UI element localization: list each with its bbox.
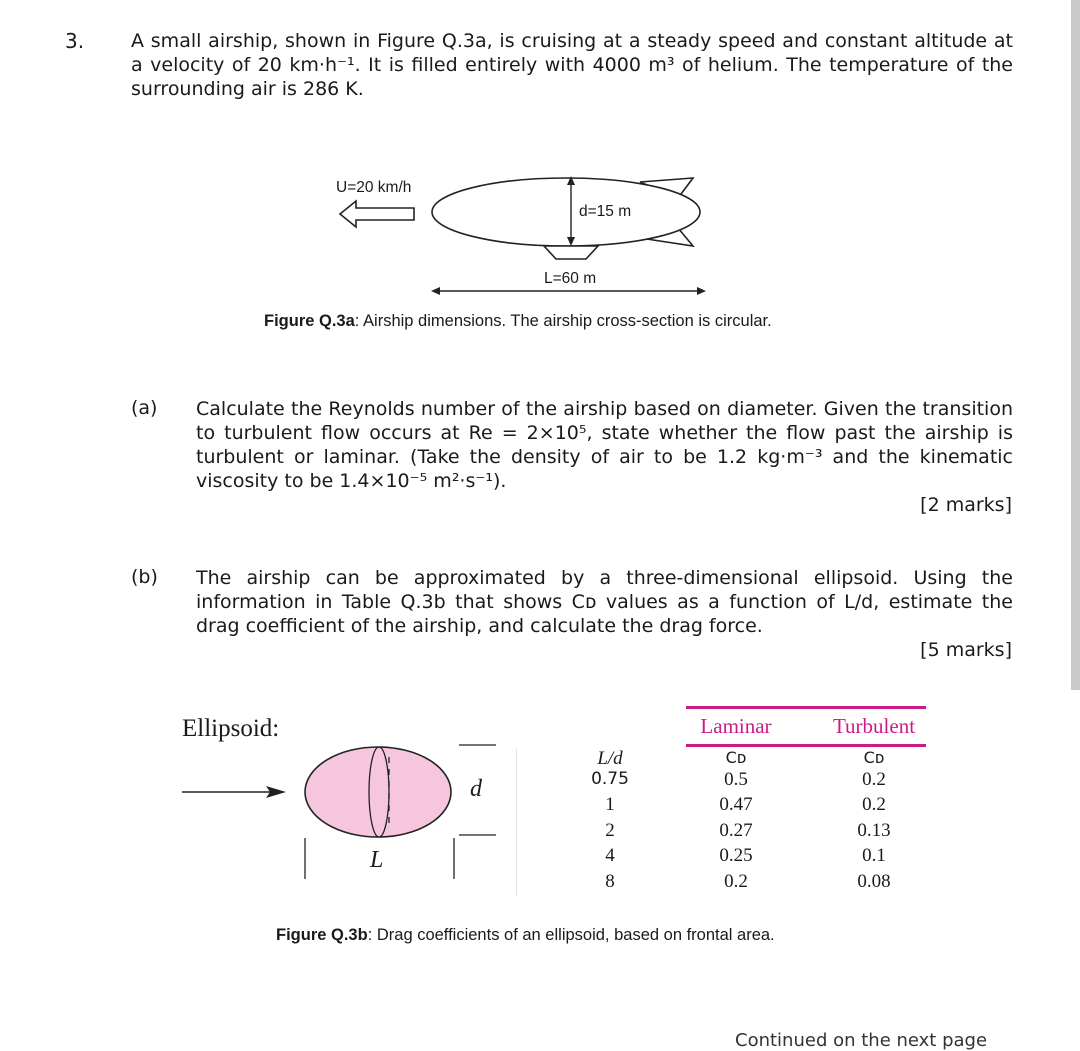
ellipsoid-sketch [178, 735, 523, 885]
part-a-text: Calculate the Reynolds number of the airship based on diameter. Given the transition to turbulent flow occurs at Re = 2×10⁵, state whether the flow past the airship is turbulent or laminar. (Take the density of air to be 1.2 kg·m⁻³ and the kinematic viscosity to be 1.4×10⁻⁵ m²·s⁻¹). [196, 398, 1013, 492]
scrollbar[interactable] [1071, 0, 1080, 690]
cd-turbulent-header: Cᴅ [863, 748, 885, 767]
table-cell-laminar: 0.47 [719, 794, 753, 815]
table-cell-laminar: 0.27 [719, 820, 753, 841]
ellipsoid-title: Ellipsoid: [182, 715, 280, 742]
table-cell-turbulent: 0.13 [857, 820, 891, 841]
figure-a-caption [264, 312, 772, 331]
table-cell-laminar: 0.5 [724, 769, 748, 790]
airship-gondola [544, 246, 598, 259]
table-cell-ld: 2 [605, 820, 615, 841]
velocity-label: U=20 km/h [336, 179, 412, 196]
airship-envelope [432, 178, 700, 246]
figure-a-caption-label: Figure Q.3a [264, 312, 355, 330]
table-cell-laminar: 0.25 [719, 845, 753, 866]
part-b-marks: [5 marks] [920, 639, 1012, 661]
ellipsoid-body [305, 747, 451, 837]
question-intro: A small airship, shown in Figure Q.3a, is cruising at a steady speed and constant altitude at a velocity of 20 km·h⁻¹. It is filled entirely with 4000 m³ of helium. The temperature of the surrounding air is 286 K. [131, 30, 1013, 100]
part-b-text: The airship can be approximated by a three-dimensional ellipsoid. Using the information in Table Q.3b that shows Cᴅ values as a function of L/d, estimate the drag coefficient of the airship, and calculate the drag force. [196, 567, 1013, 637]
col-laminar-header: Laminar [700, 714, 772, 738]
table-cell-ld: 4 [605, 845, 615, 866]
table-cell-ld: 0.75 [591, 769, 629, 789]
figure-b-caption [276, 926, 775, 945]
part-a-label: (a) [131, 397, 158, 419]
table-cell-ld: 8 [605, 871, 615, 892]
ld-header: L/d [597, 748, 623, 769]
cd-laminar-header: Cᴅ [725, 748, 747, 767]
table-cell-turbulent: 0.1 [862, 845, 886, 866]
table-cell-turbulent: 0.2 [862, 794, 886, 815]
table-cell-turbulent: 0.08 [857, 871, 891, 892]
part-b-label: (b) [131, 566, 158, 588]
length-label: L=60 m [544, 270, 597, 287]
figure-b-caption-text: : Drag coefficients of an ellipsoid, based on frontal area. [367, 926, 775, 944]
footer-fragment: Continued on the next page [735, 1030, 988, 1051]
table-header-rule [686, 744, 926, 747]
diameter-label: d=15 m [579, 203, 632, 220]
table-cell-laminar: 0.2 [724, 871, 748, 892]
table-divider [516, 748, 517, 896]
ellipsoid-L-label: L [370, 847, 384, 873]
question-number: 3. [65, 29, 85, 53]
ellipsoid-d-label: d [470, 776, 482, 802]
col-turbulent-header: Turbulent [832, 714, 916, 738]
table-cell-turbulent: 0.2 [862, 769, 886, 790]
figure-b-caption-label: Figure Q.3b [276, 926, 368, 944]
velocity-arrow [340, 201, 414, 227]
part-a-marks: [2 marks] [920, 494, 1012, 516]
figure-a-caption-text: : Airship dimensions. The airship cross-section is circular. [354, 312, 772, 330]
table-top-rule [686, 706, 926, 709]
table-cell-ld: 1 [605, 794, 615, 815]
